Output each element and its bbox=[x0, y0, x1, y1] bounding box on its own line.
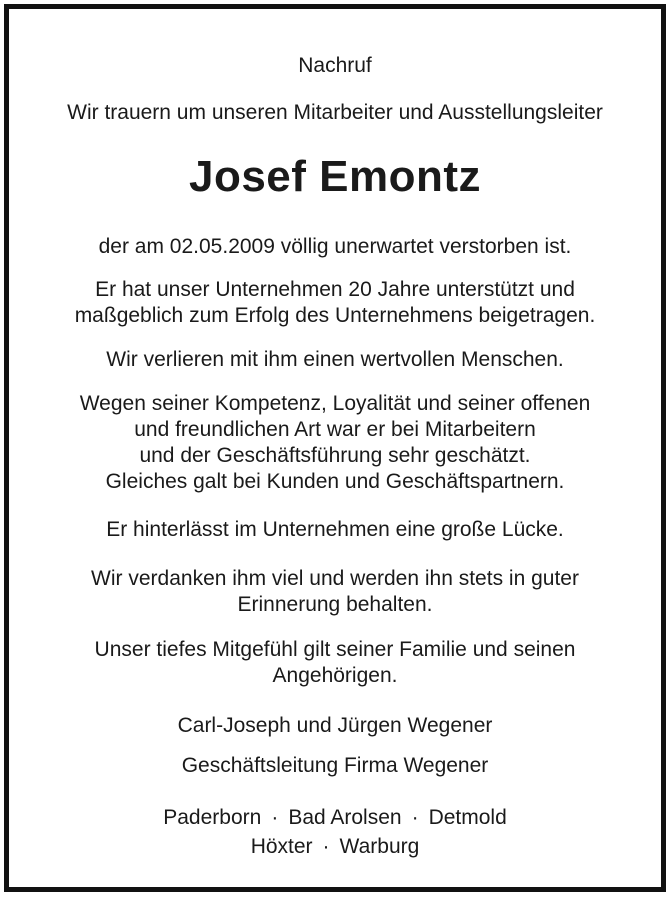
separator-dot: · bbox=[271, 806, 279, 829]
paragraph-line: Er hinterlässt im Unternehmen eine große Lücke. bbox=[106, 518, 564, 541]
paragraph-line: und freundlichen Art war er bei Mitarbeitern bbox=[134, 418, 536, 441]
locations-row-1 bbox=[9, 806, 661, 830]
paragraph-line: Gleiches galt bei Kunden und Geschäftspartnern. bbox=[105, 470, 565, 493]
paragraph-line: Wir verlieren mit ihm einen wertvollen Menschen. bbox=[106, 348, 564, 371]
location: Höxter bbox=[250, 835, 313, 858]
paragraph-line: Erinnerung behalten. bbox=[237, 593, 433, 616]
separator-dot: · bbox=[322, 835, 330, 858]
obituary-frame bbox=[4, 4, 666, 892]
paragraph-line: Unser tiefes Mitgefühl gilt seiner Familie und seinen bbox=[94, 638, 576, 661]
location: Bad Arolsen bbox=[288, 806, 402, 829]
paragraph-line: Wegen seiner Kompetenz, Loyalität und seiner offenen bbox=[79, 392, 591, 415]
paragraph-line: Angehörigen. bbox=[272, 664, 398, 687]
heading: Nachruf bbox=[298, 54, 372, 77]
paragraph-line: Er hat unser Unternehmen 20 Jahre unterstützt und bbox=[95, 278, 575, 301]
paragraph-line: der am 02.05.2009 völlig unerwartet verstorben ist. bbox=[98, 235, 572, 258]
location: Warburg bbox=[339, 835, 420, 858]
company-line: Geschäftsleitung Firma Wegener bbox=[181, 754, 489, 777]
paragraph-line: und der Geschäftsführung sehr geschätzt. bbox=[139, 444, 531, 467]
locations-row-2 bbox=[9, 835, 661, 859]
separator-dot: · bbox=[411, 806, 419, 829]
deceased-name: Josef Emontz bbox=[188, 152, 482, 201]
location: Paderborn bbox=[163, 806, 262, 829]
paragraph-line: maßgeblich zum Erfolg des Unternehmens beigetragen. bbox=[74, 304, 596, 327]
signatories: Carl-Joseph und Jürgen Wegener bbox=[177, 714, 493, 737]
paragraph-line: Wir verdanken ihm viel und werden ihn stets in guter bbox=[91, 567, 579, 590]
location: Detmold bbox=[428, 806, 507, 829]
obituary-content bbox=[9, 9, 661, 887]
intro-line: Wir trauern um unseren Mitarbeiter und Ausstellungsleiter bbox=[67, 101, 603, 124]
